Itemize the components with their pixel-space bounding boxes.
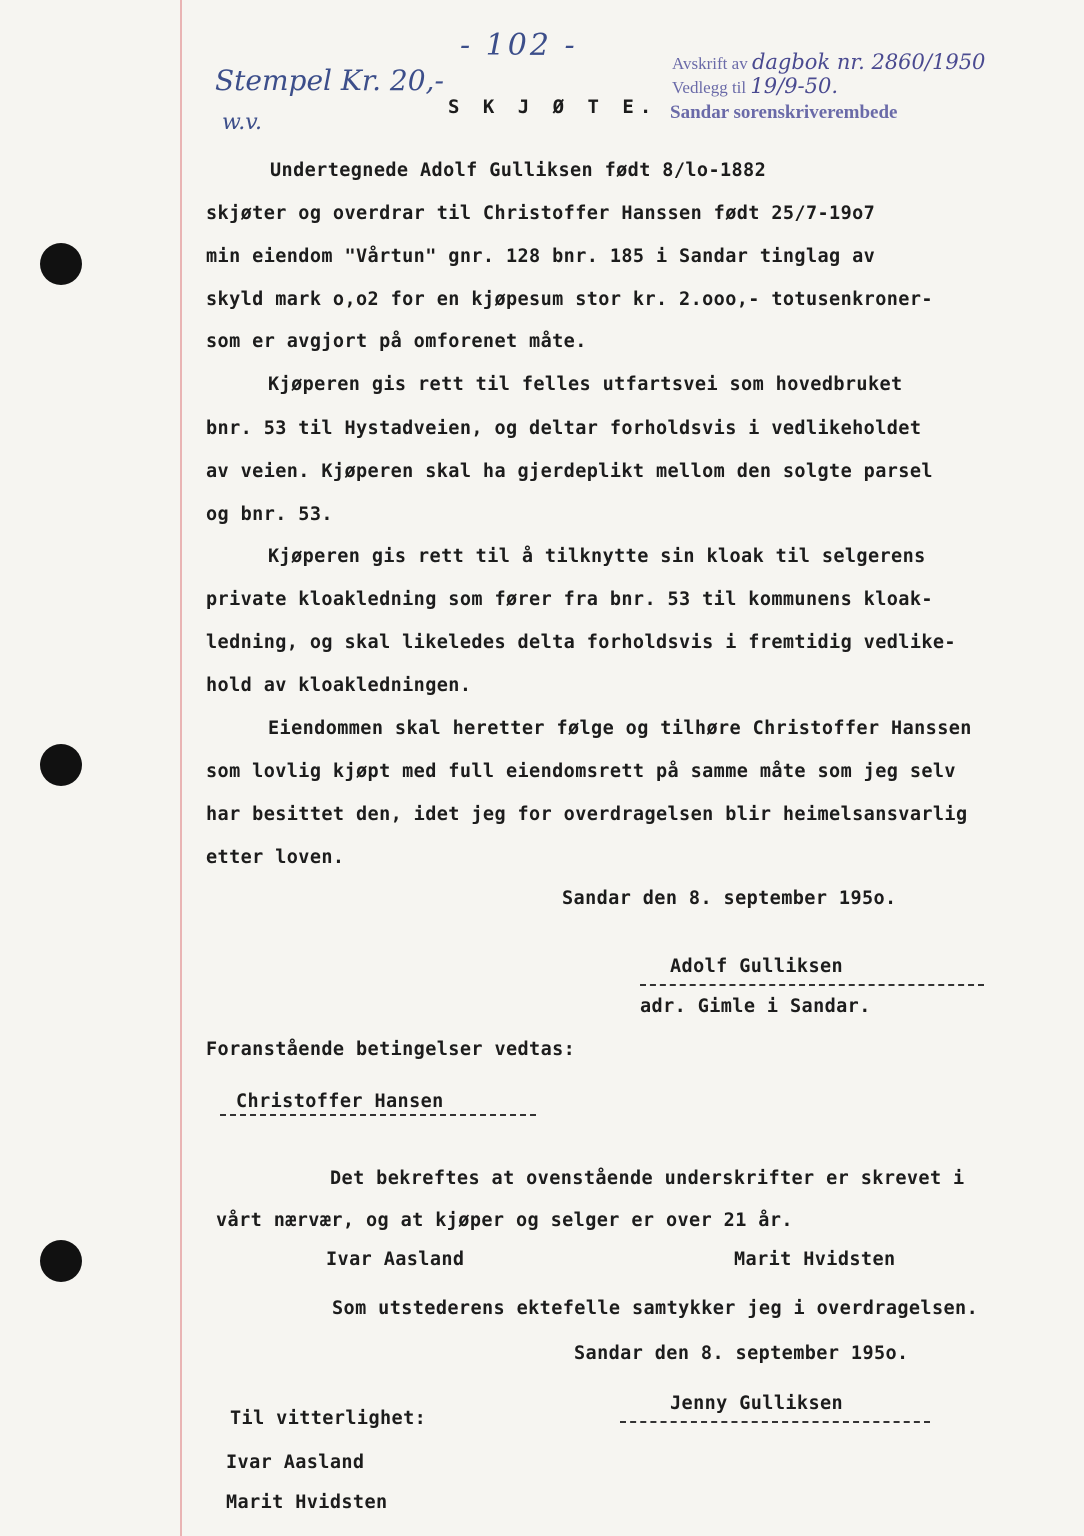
- body-line: min eiendom "Vårtun" gnr. 128 bnr. 185 i Sandar tinglag av: [206, 246, 876, 267]
- body-line: som lovlig kjøpt med full eiendomsrett på samme måte som jeg selv: [206, 761, 956, 782]
- body-line: som er avgjort på omforenet måte.: [206, 331, 587, 352]
- witness-list-2: Marit Hvidsten: [226, 1492, 388, 1513]
- stamp-dagbok: dagbok nr. 2860/1950: [751, 50, 986, 74]
- accepted-line: Foranstående betingelser vedtas:: [206, 1039, 576, 1060]
- witness-2: Marit Hvidsten: [734, 1249, 896, 1270]
- body-line: Undertegnede Adolf Gulliksen født 8/lo-1882: [270, 160, 767, 181]
- stamp-date: 19/9-50.: [750, 74, 839, 98]
- stamp-office: Sandar sorenskriverembede: [670, 102, 898, 123]
- witness-1: Ivar Aasland: [326, 1249, 465, 1270]
- page-number: - 102 -: [460, 28, 578, 63]
- body-line: ledning, og skal likeledes delta forholdsvis i fremtidig vedlike-: [206, 632, 956, 653]
- place-date: Sandar den 8. september 195o.: [562, 888, 897, 909]
- signature-line: [620, 1421, 930, 1423]
- body-line: private kloakledning som fører fra bnr. 53 til kommunens kloak-: [206, 589, 933, 610]
- spouse-signature: Jenny Gulliksen: [670, 1393, 844, 1414]
- stamp-line-1: [672, 50, 985, 74]
- place-date-2: Sandar den 8. september 195o.: [574, 1343, 909, 1364]
- initials-note: w.v.: [222, 110, 263, 135]
- stamp-vedlegg-label: Vedlegg til: [672, 78, 747, 97]
- seller-address: adr. Gimle i Sandar.: [640, 996, 871, 1017]
- margin-rule: [180, 0, 182, 1536]
- buyer-signature: Christoffer Hansen: [236, 1091, 444, 1112]
- confirm-line: vårt nærvær, og at kjøper og selger er over 21 år.: [216, 1210, 793, 1231]
- body-line: Kjøperen gis rett til felles utfartsvei som hovedbruket: [268, 374, 903, 395]
- body-line: Eiendommen skal heretter følge og tilhøre Christoffer Hanssen: [268, 718, 972, 739]
- signature-line: [220, 1114, 536, 1116]
- body-line: og bnr. 53.: [206, 504, 333, 525]
- document-title: S K J Ø T E.: [448, 96, 658, 118]
- confirm-line: Det bekreftes at ovenstående underskrifter er skrevet i: [330, 1168, 965, 1189]
- body-line: skjøter og overdrar til Christoffer Hanssen født 25/7-19o7: [206, 203, 876, 224]
- body-line: bnr. 53 til Hystadveien, og deltar forholdsvis i vedlikeholdet: [206, 418, 922, 439]
- signature-line: [640, 984, 984, 986]
- til-vitterlighet: Til vitterlighet:: [230, 1408, 427, 1429]
- punch-hole: [40, 1240, 82, 1282]
- body-line: etter loven.: [206, 847, 345, 868]
- body-line: har besittet den, idet jeg for overdragelsen blir heimelsansvarlig: [206, 804, 968, 825]
- punch-hole: [40, 243, 82, 285]
- stempel-note: Stempel Kr. 20,-: [215, 64, 444, 97]
- stamp-avskrift-label: Avskrift av: [672, 54, 748, 73]
- witness-list-1: Ivar Aasland: [226, 1452, 365, 1473]
- stamp-line-2: [672, 74, 838, 98]
- seller-signature: Adolf Gulliksen: [670, 956, 844, 977]
- body-line: av veien. Kjøperen skal ha gjerdeplikt mellom den solgte parsel: [206, 461, 933, 482]
- body-line: skyld mark o,o2 for en kjøpesum stor kr. 2.ooo,- totusenkroner-: [206, 289, 933, 310]
- punch-hole: [40, 744, 82, 786]
- spouse-consent: Som utstederens ektefelle samtykker jeg i overdragelsen.: [332, 1298, 979, 1319]
- body-line: hold av kloakledningen.: [206, 675, 472, 696]
- body-line: Kjøperen gis rett til å tilknytte sin kloak til selgerens: [268, 546, 926, 567]
